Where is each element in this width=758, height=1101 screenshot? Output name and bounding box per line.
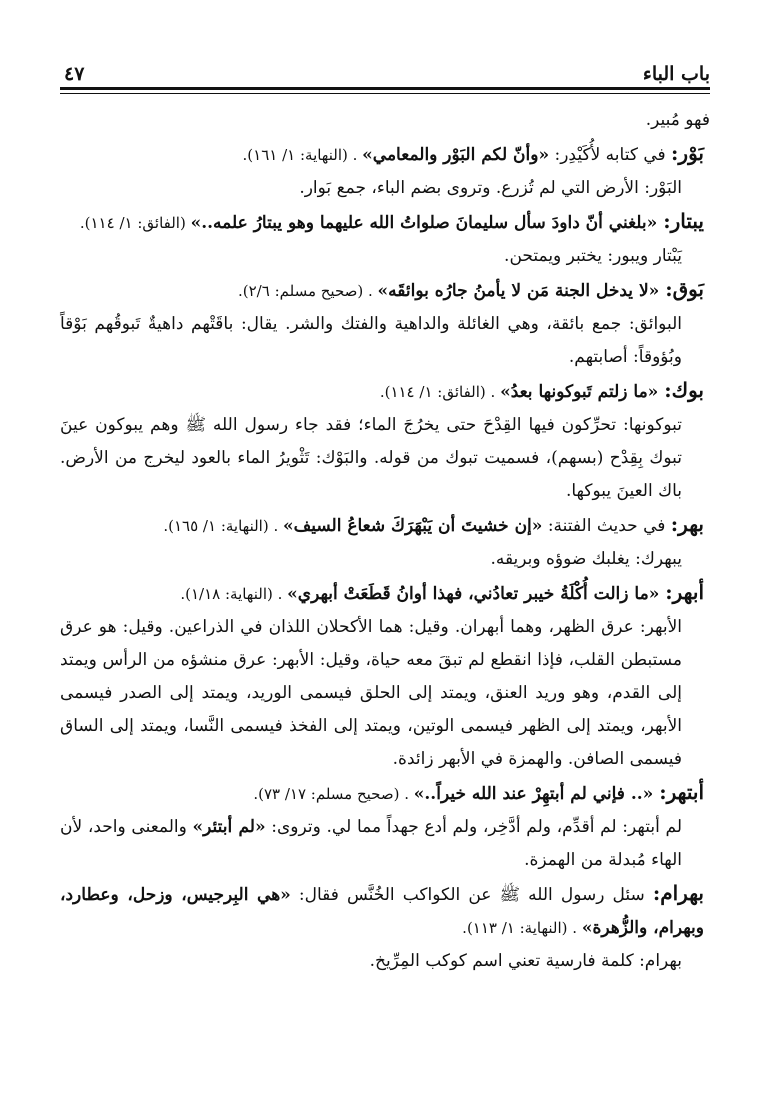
quoted-hadith: «وأنّ لكم البَوْر والمعامي» <box>362 145 550 165</box>
headword: يبتار: <box>663 209 704 233</box>
definition-paragraph <box>60 811 710 877</box>
running-header <box>60 55 710 87</box>
paragraph-text: بهرام: كلمة فارسية تعني اسم كوكب المِرِّيخ. <box>369 951 682 971</box>
header-rule-thick <box>60 87 710 90</box>
entry-line <box>60 374 710 409</box>
paragraph-text: تبوكونها: تحرِّكون فيها القِدْحَ حتى يخرُجَ الماء؛ فقد جاء رسول الله ﷺ وهم يبوكون عينَ تبوك بِقِدْح (بسهم)، فسميت تبوك من قوله. والبَوْك: تَثْويرُ الماء بالعود ليخرج من الأرض. باك العينَ يبوكها. <box>60 415 682 501</box>
definition-paragraph <box>60 104 710 137</box>
headword: بَوق: <box>665 277 704 301</box>
source-reference: . (النهاية: ١/١٨). <box>180 585 288 603</box>
source-reference: . (النهاية: ١/ ١١٣). <box>462 919 582 937</box>
source-reference: . (الفائق: ١/ ١١٤). <box>379 383 501 401</box>
quoted-hadith: «ما زالت أُكْلَةُ خيبر تعادُني، فهذا أوانُ قَطَعَتْ أبهري» <box>287 584 666 604</box>
definition-paragraph <box>60 543 710 576</box>
book-page <box>60 55 710 978</box>
header-rule-thin <box>60 93 710 94</box>
definition-paragraph <box>60 172 710 205</box>
quoted-hadith: «.. فإني لم أبتهِرْ عند الله خيراً..» <box>413 784 660 804</box>
paragraph-text: فهو مُبير. <box>645 110 710 130</box>
quoted-hadith: «لم أبتئر» <box>192 817 266 837</box>
definition-paragraph <box>60 240 710 273</box>
entry-line <box>60 508 710 543</box>
paragraph-text: الأبهر: عرق الظهر، وهما أبهران. وقيل: هما الأكحلان اللذان في الذراعين. وقيل: هو عرق مستبطن القلب، فإذا انقطع لم تبقَ معه حياة، وقيل: الأبهر: عرق منشؤه من الرأس ويمتد إلى القدم، وهو وريد العنق، ويمتد إلى الحلق فيسمى الوريد، ويمتد إلى الصدر فيسمى الأبهر، ويمتد إلى الظهر فيسمى الوتين، ويمتد إلى الفخذ فيسمى النَّسا، ويمتد إلى الساق فيسمى الصافن. والهمزة في الأبهر زائدة. <box>60 617 682 769</box>
intro-text: في حديث الفتنة: <box>542 516 671 536</box>
chapter-title: باب الباء <box>642 63 710 85</box>
headword: بَوْر: <box>671 141 704 165</box>
source-reference: . (صحيح مسلم: ١٧/ ٧٣). <box>253 785 414 803</box>
entry-line <box>60 137 710 172</box>
page-number: ٤٧ <box>64 63 85 85</box>
entry-line <box>60 273 710 308</box>
quoted-hadith: «هي البِرجيس، وزحل، وعطارد، وبهرام، والزُّهرة» <box>60 885 704 938</box>
source-reference: (الفائق: ١/ ١١٤). <box>79 214 191 232</box>
entry-line <box>60 205 710 240</box>
headword: أبتهر: <box>659 780 704 804</box>
definition-paragraph <box>60 409 710 508</box>
source-reference: . (صحيح مسلم: ٢/٦). <box>238 282 378 300</box>
quoted-hadith: «لا يدخل الجنة مَن لا يأمنُ جارُه بوائقَه» <box>377 281 666 301</box>
intro-text: في كتابه لأُكَيْدِر: <box>549 145 672 165</box>
paragraph-text: البوائق: جمع بائقة، وهي الغائلة والداهية والفتك والشر. يقال: باقَتْهم داهيةٌ تَبوقُهم بَوْقاً وبُؤوقاً: أصابتهم. <box>60 314 682 367</box>
definition-paragraph <box>60 611 710 776</box>
source-reference: . (النهاية: ١/ ١٦٥). <box>163 517 283 535</box>
quoted-hadith: «إن خشيتَ أن يَبْهَرَكَ شعاعُ السيف» <box>283 516 543 536</box>
quoted-hadith: «ما زلتم تَبوكونها بعدُ» <box>500 382 665 402</box>
definition-paragraph <box>60 308 710 374</box>
intro-text: سئل رسول الله ﷺ عن الكواكب الخُنَّس فقال: <box>290 885 653 905</box>
entry-line <box>60 576 710 611</box>
paragraph-text: يبهرك: يغلبك ضوؤه وبريقه. <box>490 549 682 569</box>
entry-line <box>60 877 710 945</box>
entry-line <box>60 776 710 811</box>
dictionary-body <box>60 104 710 978</box>
headword: بوك: <box>664 378 704 402</box>
headword: أبهر: <box>665 580 704 604</box>
definition-paragraph <box>60 945 710 978</box>
source-reference: . (النهاية: ١/ ١٦١). <box>242 146 363 164</box>
headword: بهرام: <box>652 881 705 905</box>
paragraph-text: يَبْتار ويبور: يختبر ويمتحن. <box>504 246 682 266</box>
quoted-hadith: «بلغني أنّ داودَ سأل سليمانَ صلواتُ الله عليهما وهو يبتارُ علمه..» <box>190 213 664 233</box>
paragraph-text: البَوْر: الأرض التي لم تُزرع. وتروى بضم الباء، جمع بَوار. <box>299 178 682 198</box>
intro-text: لم أبتهر: لم أقدِّم، ولم أدَّخِر، ولم أدع جهداً مما لي. وتروى: <box>265 817 682 837</box>
trailing-text: والمعنى واحد، لأن الهاء مُبدلة من الهمزة. <box>60 817 682 870</box>
headword: بهر: <box>670 512 704 536</box>
